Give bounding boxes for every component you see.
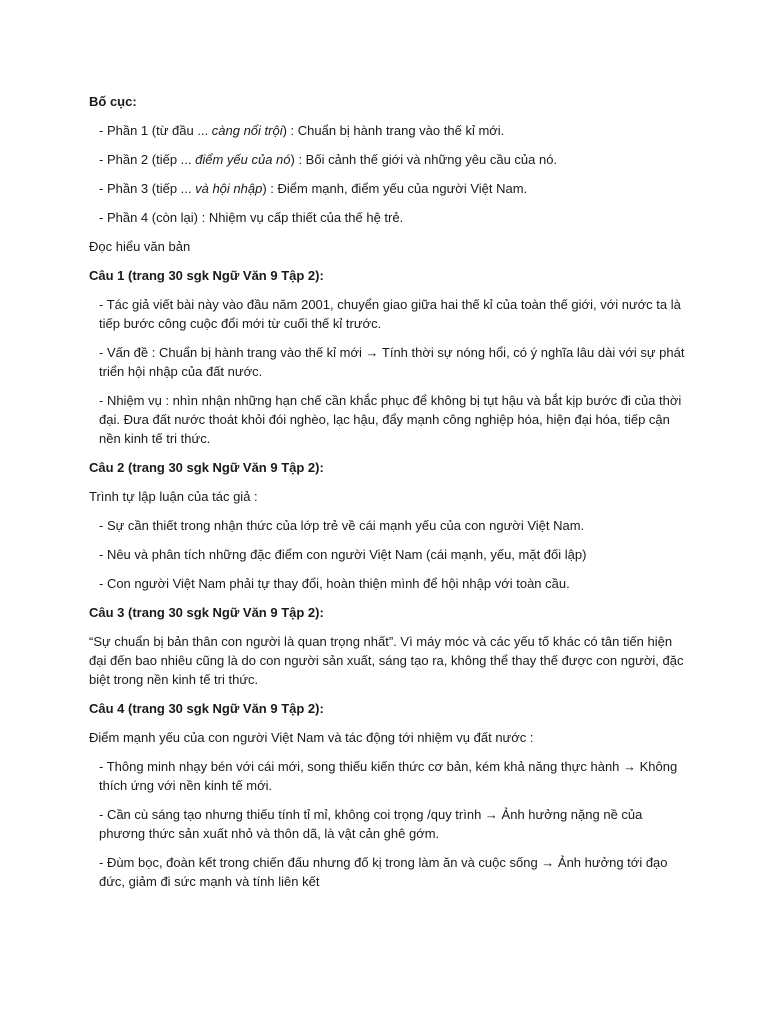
cau2-item-3: - Con người Việt Nam phải tự thay đổi, hoàn thiện mình để hội nhập với toàn cầu. [99, 576, 570, 591]
outline-item-4 [89, 208, 689, 227]
cau4-item-1: - Thông minh nhạy bén với cái mới, song thiếu kiến thức cơ bản, kém khả năng thực hành → Không thích ứng với nền kinh tế mới. [99, 759, 678, 793]
outline-item-2 [89, 150, 689, 169]
cau1-heading: Câu 1 (trang 30 sgk Ngữ Văn 9 Tập 2): [89, 268, 324, 283]
cau1-item-3: - Nhiệm vụ : nhìn nhận những hạn chế cần khắc phục để không bị tụt hậu và bắt kịp bước đi của thời đại. Đưa đất nước thoát khỏi đói nghèo, lạc hậu, đẩy mạnh công nghiệp hóa, hiện đại hóa, tiếp cận nền kinh tế tri thức. [99, 393, 682, 446]
cau2-heading: Câu 2 (trang 30 sgk Ngữ Văn 9 Tập 2): [89, 460, 324, 475]
cau1-item-2: - Vấn đề : Chuẩn bị hành trang vào thế kỉ mới → Tính thời sự nóng hổi, có ý nghĩa lâu dài với sự phát triển hội nhập của đất nước. [99, 345, 685, 379]
cau4-intro: Điểm mạnh yếu của con người Việt Nam và tác động tới nhiệm vụ đất nước : [89, 730, 534, 745]
outline-italic: điểm yếu của nó [195, 152, 291, 167]
cau2-item-2: - Nêu và phân tích những đặc điểm con người Việt Nam (cái mạnh, yếu, mặt đối lập) [99, 547, 587, 562]
outline-italic: và hội nhập [195, 181, 263, 196]
outline-text: - Phần 3 (tiếp ... [99, 181, 196, 196]
cau3-text: “Sự chuẩn bị bản thân con người là quan trọng nhất”. Vì máy móc và các yếu tố khác có tân tiến hiện đại đến bao nhiêu cũng là do con người sản xuất, sáng tạo ra, không thể thay thế được con người, đặc biệt trong nền kinh tế tri thức. [89, 634, 684, 687]
outline-text: - Phần 2 (tiếp ... [99, 152, 196, 167]
cau2-intro: Trình tự lập luận của tác giả : [89, 489, 258, 504]
outline-italic: càng nổi trội [211, 123, 283, 138]
outline-text: ) : Chuẩn bị hành trang vào thế kỉ mới. [282, 123, 505, 138]
cau4-item-2: - Cần cù sáng tạo nhưng thiếu tính tỉ mỉ, không coi trọng /quy trình → Ảnh hưởng nặng nề của phương thức sản xuất nhỏ và thôn dã, là vật cản ghê gớm. [99, 807, 643, 841]
outline-text: - Phần 1 (từ đầu ... [99, 123, 212, 138]
doc-hieu-heading: Đọc hiểu văn bản [89, 239, 191, 254]
outline-text: ) : Bối cảnh thế giới và những yêu cầu của nó. [290, 152, 558, 167]
outline-text: ) : Điểm mạnh, điểm yếu của người Việt Nam. [262, 181, 528, 196]
outline-text: - Phần 4 (còn lại) : Nhiệm vụ cấp thiết của thế hệ trẻ. [99, 210, 404, 225]
cau2-item-1: - Sự cần thiết trong nhận thức của lớp trẻ về cái mạnh yếu của con người Việt Nam. [99, 518, 585, 533]
cau4-item-3: - Đùm bọc, đoàn kết trong chiến đấu nhưng đố kị trong làm ăn và cuộc sống → Ảnh hưởng tới đạo đức, giảm đi sức mạnh và tính liên kết [99, 855, 668, 889]
outline-item-1 [89, 121, 689, 140]
document-page [89, 92, 689, 901]
cau3-heading: Câu 3 (trang 30 sgk Ngữ Văn 9 Tập 2): [89, 605, 324, 620]
cau4-heading: Câu 4 (trang 30 sgk Ngữ Văn 9 Tập 2): [89, 701, 324, 716]
cau1-item-1: - Tác giả viết bài này vào đầu năm 2001, chuyển giao giữa hai thế kỉ của toàn thế giới, với nước ta là tiếp bước công cuộc đổi mới từ cuối thế kỉ trước. [99, 297, 681, 331]
outline-item-3 [89, 179, 689, 198]
bo-cuc-heading: Bố cục: [89, 94, 137, 109]
